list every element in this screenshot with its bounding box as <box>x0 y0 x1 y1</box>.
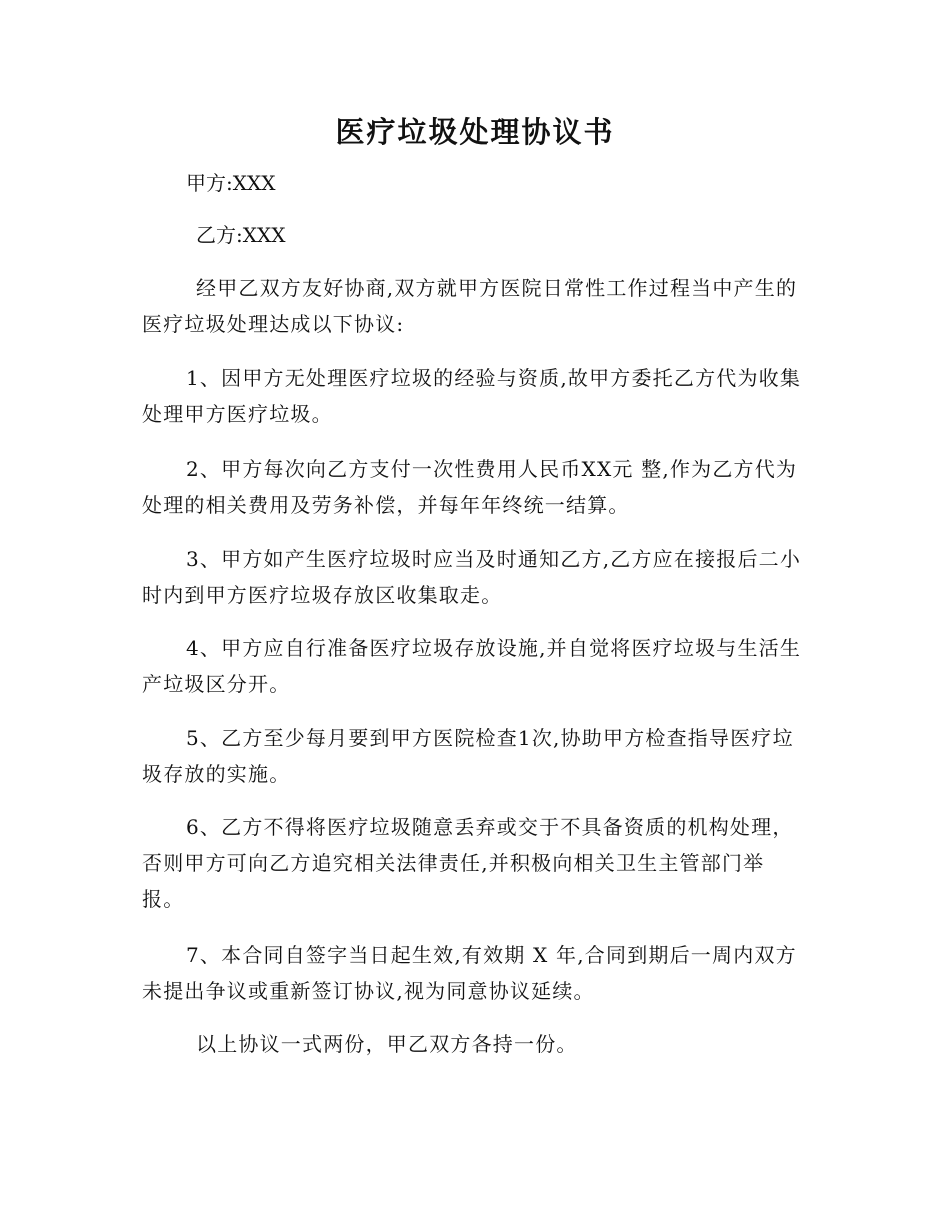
clause-4: 4、甲方应自行准备医疗垃圾存放设施,并自觉将医疗垃圾与生活生产垃圾区分开。 <box>142 636 802 696</box>
document-title: 医疗垃圾处理协议书 <box>335 115 615 149</box>
intro-paragraph: 经甲乙双方友好协商,双方就甲方医院日常性工作过程当中产生的医疗垃圾处理达成以下协议: <box>142 276 798 336</box>
clause-5: 5、乙方至少每月要到甲方医院检查1次,协助甲方检查指导医疗垃圾存放的实施。 <box>142 726 794 786</box>
party-a: 甲方:XXX <box>186 171 276 195</box>
clause-7: 7、本合同自签字当日起生效,有效期 X 年,合同到期后一周内双方未提出争议或重新签订协议,视为同意协议延续。 <box>142 943 797 1003</box>
clause-2: 2、甲方每次向乙方支付一次性费用人民币XX元 整,作为乙方代为处理的相关费用及劳务补偿，并每年年终统一结算。 <box>142 457 798 517</box>
party-b: 乙方:XXX <box>196 223 286 247</box>
clause-3: 3、甲方如产生医疗垃圾时应当及时通知乙方,乙方应在接报后二小时内到甲方医疗垃圾存放区收集取走。 <box>142 547 802 607</box>
clause-6: 6、乙方不得将医疗垃圾随意丢弃或交于不具备资质的机构处理，否则甲方可向乙方追究相关法律责任,并积极向相关卫生主管部门举报。 <box>142 815 794 911</box>
clause-1: 1、因甲方无处理医疗垃圾的经验与资质,故甲方委托乙方代为收集处理甲方医疗垃圾。 <box>142 366 802 426</box>
closing-paragraph: 以上协议一式两份，甲乙双方各持一份。 <box>196 1032 578 1056</box>
